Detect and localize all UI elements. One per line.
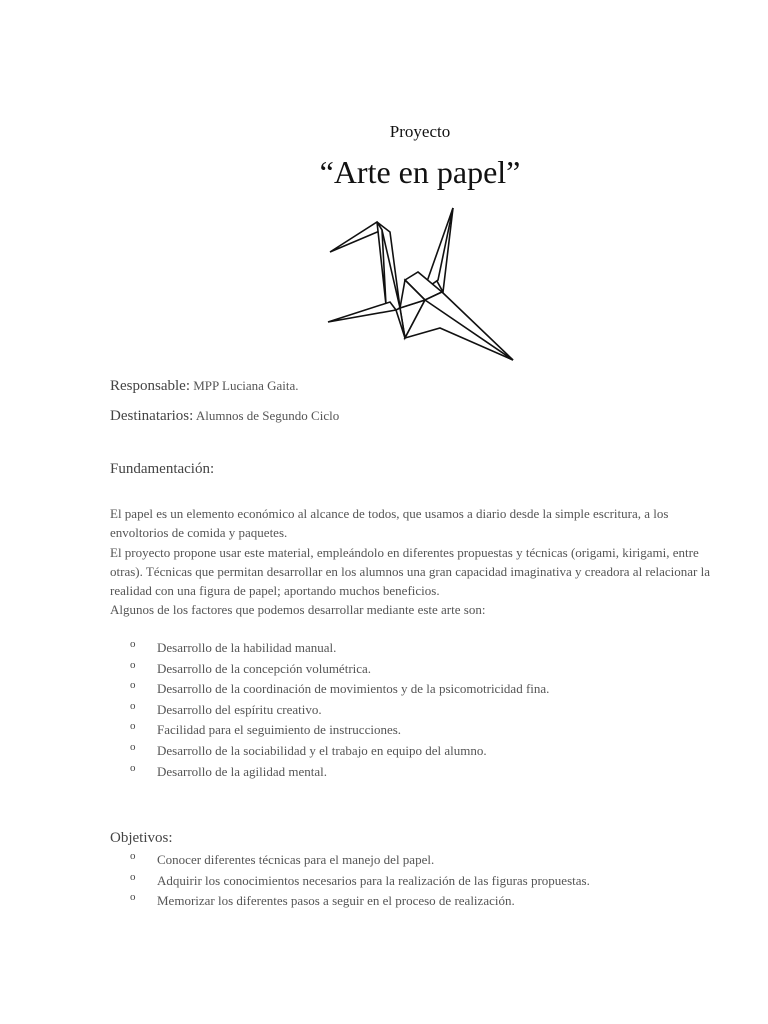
destinatarios-label: Destinatarios: — [110, 408, 194, 424]
bullet-icon: o — [130, 740, 136, 753]
list-item: o Conocer diferentes técnicas para el manejo del papel. — [130, 850, 590, 871]
fundamentacion-title: Fundamentación: — [110, 461, 215, 477]
paragraph: Algunos de los factores que podemos desarrollar mediante este arte son: — [110, 602, 486, 618]
bullet-icon: o — [130, 850, 136, 862]
list-item: o Desarrollo del espíritu creativo. — [130, 700, 549, 721]
responsable-field — [110, 378, 299, 395]
bullet-icon: o — [130, 638, 136, 650]
list-item: o Desarrollo de la sociabilidad y el trabajo en equipo del alumno. — [130, 741, 549, 762]
list-item: o Desarrollo de la concepción volumétrica. — [130, 659, 549, 680]
document-title: Proyecto — [389, 122, 451, 141]
list-item: o Facilidad para el seguimiento de instrucciones. — [130, 720, 549, 741]
list-item: o Desarrollo de la coordinación de movimientos y de la psicomotricidad fina. — [130, 679, 549, 700]
destinatarios-value: Alumnos de Segundo Ciclo — [193, 408, 340, 423]
project-heading: “Arte en papel” — [319, 154, 521, 190]
paragraph: El proyecto propone usar este material, empleándolo en diferentes propuestas y técnicas (origami, kirigami, entre otras). Técnicas que permitan desarrollar en los alumnos una gran capacidad imaginativa y creadora al relacionar la realidad con una figura de papel; aportando muchos beneficios. — [110, 544, 711, 599]
responsable-value: MPP Luciana Gaita. — [190, 378, 299, 393]
bullet-icon: o — [130, 658, 136, 671]
bullet-icon: o — [130, 761, 136, 774]
factors-list — [130, 638, 549, 782]
objetivos-title: Objetivos: — [110, 830, 173, 846]
objectives-list — [130, 850, 590, 912]
list-item: o Adquirir los conocimientos necesarios para la realización de las figuras propuestas. — [130, 871, 590, 892]
paragraph: El papel es un elemento económico al alcance de todos, que usamos a diario desde la simple escritura, a los envoltorios de comida y paquetes. — [110, 506, 669, 541]
list-item: o Memorizar los diferentes pasos a seguir en el proceso de realización. — [130, 891, 590, 912]
bullet-icon: o — [130, 679, 136, 692]
bullet-icon: o — [130, 891, 136, 904]
list-item: o Desarrollo de la habilidad manual. — [130, 638, 549, 659]
fundamentacion-text — [110, 504, 730, 620]
bullet-icon: o — [130, 699, 136, 712]
responsable-label: Responsable: — [110, 378, 190, 394]
bullet-icon: o — [130, 720, 136, 733]
destinatarios-field — [110, 408, 339, 425]
list-item: o Desarrollo de la agilidad mental. — [130, 762, 549, 783]
bullet-icon: o — [130, 870, 136, 883]
origami-crane-icon — [320, 200, 520, 370]
